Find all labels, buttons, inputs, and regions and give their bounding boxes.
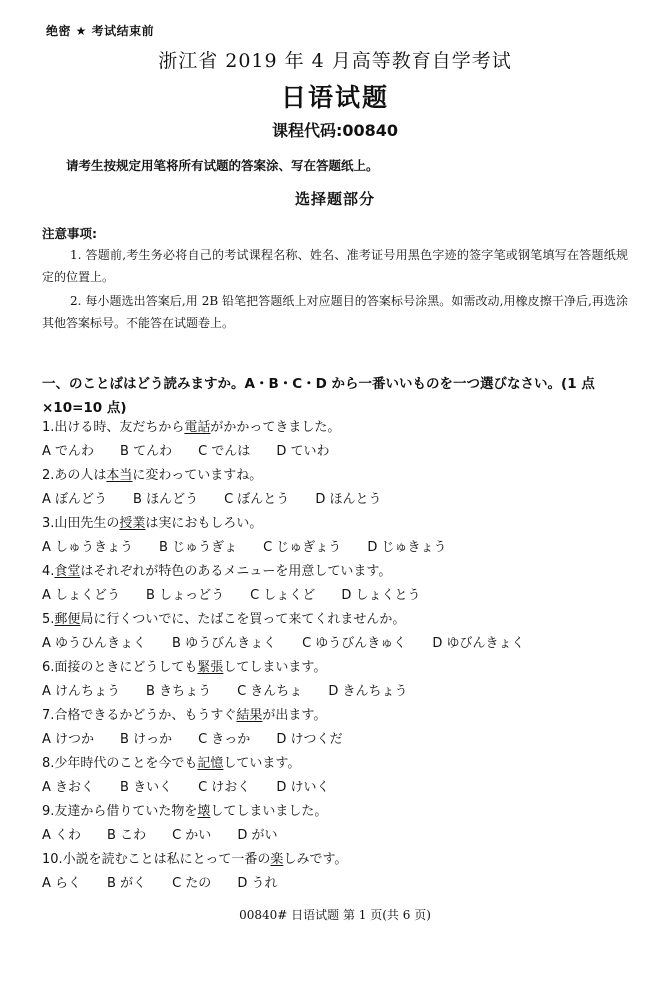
options-row xyxy=(42,440,642,464)
option-d: D ほんとう xyxy=(315,492,382,507)
question-text: してしまいます。 xyxy=(223,660,327,675)
option-c: C しょくど xyxy=(250,588,316,603)
options-row xyxy=(42,728,642,752)
options-row xyxy=(42,776,642,800)
underlined-word: 壊 xyxy=(197,804,211,819)
question-7 xyxy=(42,704,642,728)
option-a: A ぼんどう xyxy=(42,492,108,507)
question-text: しています。 xyxy=(223,756,301,771)
question-2 xyxy=(42,464,642,488)
question-3 xyxy=(42,512,642,536)
option-d: D ていわ xyxy=(276,444,330,459)
exam-title: 浙江省 2019 年 4 月高等教育自学考试 xyxy=(158,50,512,72)
question-text: してしまいました。 xyxy=(210,804,328,819)
option-d: D ゆびんきょく xyxy=(432,636,525,651)
option-c: C ゆうびんきゅく xyxy=(302,636,407,651)
option-a: A けつか xyxy=(42,732,95,747)
option-b: B ゆうびんきょく xyxy=(172,636,277,651)
underlined-word: 緊張 xyxy=(197,660,224,675)
option-c: C かい xyxy=(172,828,212,843)
underlined-word: 電話 xyxy=(184,420,211,435)
option-c: C けおく xyxy=(198,780,251,795)
option-a: A しゅうきょう xyxy=(42,540,134,555)
option-b: B てんわ xyxy=(120,444,173,459)
question-text: がかかってきました。 xyxy=(210,420,341,435)
option-b: B しょっどう xyxy=(146,588,225,603)
question-text: 3.山田先生の xyxy=(42,516,120,531)
question-8 xyxy=(42,752,642,776)
question-text: 10.小説を読むことは私にとって一番の xyxy=(42,852,271,867)
option-c: C きっか xyxy=(198,732,251,747)
option-d: D しょくとう xyxy=(341,588,421,603)
question-text: はそれぞれが特色のあるメニューを用意しています。 xyxy=(80,564,392,579)
question-text: は実におもしろい。 xyxy=(145,516,263,531)
question-5 xyxy=(42,608,642,632)
option-d: D がい xyxy=(237,828,278,843)
question-text: しみです。 xyxy=(283,852,348,867)
option-a: A でんわ xyxy=(42,444,95,459)
question-text: 9.友達から借りていた物を xyxy=(42,804,198,819)
question-text: 2.あの人は xyxy=(42,468,107,483)
option-c: C きんちょ xyxy=(237,684,303,699)
option-c: C でんは xyxy=(198,444,251,459)
note-1: 1. 答题前,考生务必将自己的考试课程名称、姓名、准考证号用黑色字迹的签字笔或钢笔填写在答题纸规定的位置上。 xyxy=(42,248,628,284)
option-d: D けいく xyxy=(276,780,330,795)
option-b: B きちょう xyxy=(146,684,212,699)
option-a: A ゆうひんきょく xyxy=(42,636,147,651)
question-text: 6.面接のときにどうしても xyxy=(42,660,198,675)
option-b: B がく xyxy=(107,876,147,891)
option-c: C じゅぎょう xyxy=(263,540,342,555)
page-footer: 00840# 日语试题 第 1 页(共 6 页) xyxy=(239,908,431,922)
option-b: B こわ xyxy=(107,828,147,843)
option-a: A しょくどう xyxy=(42,588,121,603)
question-4 xyxy=(42,560,642,584)
question-10 xyxy=(42,848,642,872)
question-1 xyxy=(42,416,642,440)
option-b: B けっか xyxy=(120,732,173,747)
option-a: A けんちょう xyxy=(42,684,121,699)
options-row xyxy=(42,680,642,704)
option-a: A きおく xyxy=(42,780,95,795)
option-b: B ほんどう xyxy=(133,492,199,507)
secret-label: 绝密 ★ 考试结束前 xyxy=(46,24,155,38)
notes-title: 注意事项: xyxy=(42,226,97,241)
options-row xyxy=(42,584,642,608)
option-b: B きいく xyxy=(120,780,173,795)
underlined-word: 本当 xyxy=(106,468,133,483)
underlined-word: 食堂 xyxy=(54,564,81,579)
question-6 xyxy=(42,656,642,680)
underlined-word: 記憶 xyxy=(197,756,224,771)
section-1-title: 一、のことばはどう読みますか。A・B・C・D から一番いいものを一つ選びなさい。(1 点×10=10 点) xyxy=(42,376,595,416)
option-a: A くわ xyxy=(42,828,82,843)
question-text: が出ます。 xyxy=(262,708,327,723)
instruction-text: 请考生按规定用笔将所有试题的答案涂、写在答题纸上。 xyxy=(66,158,379,173)
option-c: C たの xyxy=(172,876,212,891)
option-a: A らく xyxy=(42,876,82,891)
options-row xyxy=(42,536,642,560)
underlined-word: 結果 xyxy=(236,708,263,723)
options-row xyxy=(42,824,642,848)
question-text: 8.少年時代のことを今でも xyxy=(42,756,198,771)
option-c: C ぼんとう xyxy=(224,492,290,507)
question-9 xyxy=(42,800,642,824)
option-d: D うれ xyxy=(237,876,278,891)
question-text: に変わっていますね。 xyxy=(132,468,263,483)
option-d: D きんちょう xyxy=(328,684,408,699)
underlined-word: 郵便 xyxy=(54,612,81,627)
question-text: 5. xyxy=(42,612,55,627)
question-list xyxy=(42,416,642,896)
option-d: D じゅきょう xyxy=(367,540,447,555)
question-text: 局に行くついでに、たばこを買って来てくれませんか。 xyxy=(80,612,406,627)
part-title: 选择题部分 xyxy=(294,190,375,208)
note-2: 2. 每小题选出答案后,用 2B 铅笔把答题纸上对应题目的答案标号涂黑。如需改动,用橡皮擦干净后,再选涂其他答案标号。不能答在试题卷上。 xyxy=(42,294,628,330)
question-text: 1.出ける時、友だちから xyxy=(42,420,185,435)
options-row xyxy=(42,872,642,896)
question-text: 4. xyxy=(42,564,55,579)
underlined-word: 楽 xyxy=(270,852,284,867)
option-d: D けつくだ xyxy=(276,732,343,747)
subject-title: 日语试题 xyxy=(280,83,389,112)
course-code: 课程代码:00840 xyxy=(271,121,399,140)
options-row xyxy=(42,488,642,512)
underlined-word: 授業 xyxy=(119,516,146,531)
question-text: 7.合格できるかどうか、もうすぐ xyxy=(42,708,237,723)
options-row xyxy=(42,632,642,656)
option-b: B じゅうぎょ xyxy=(159,540,238,555)
